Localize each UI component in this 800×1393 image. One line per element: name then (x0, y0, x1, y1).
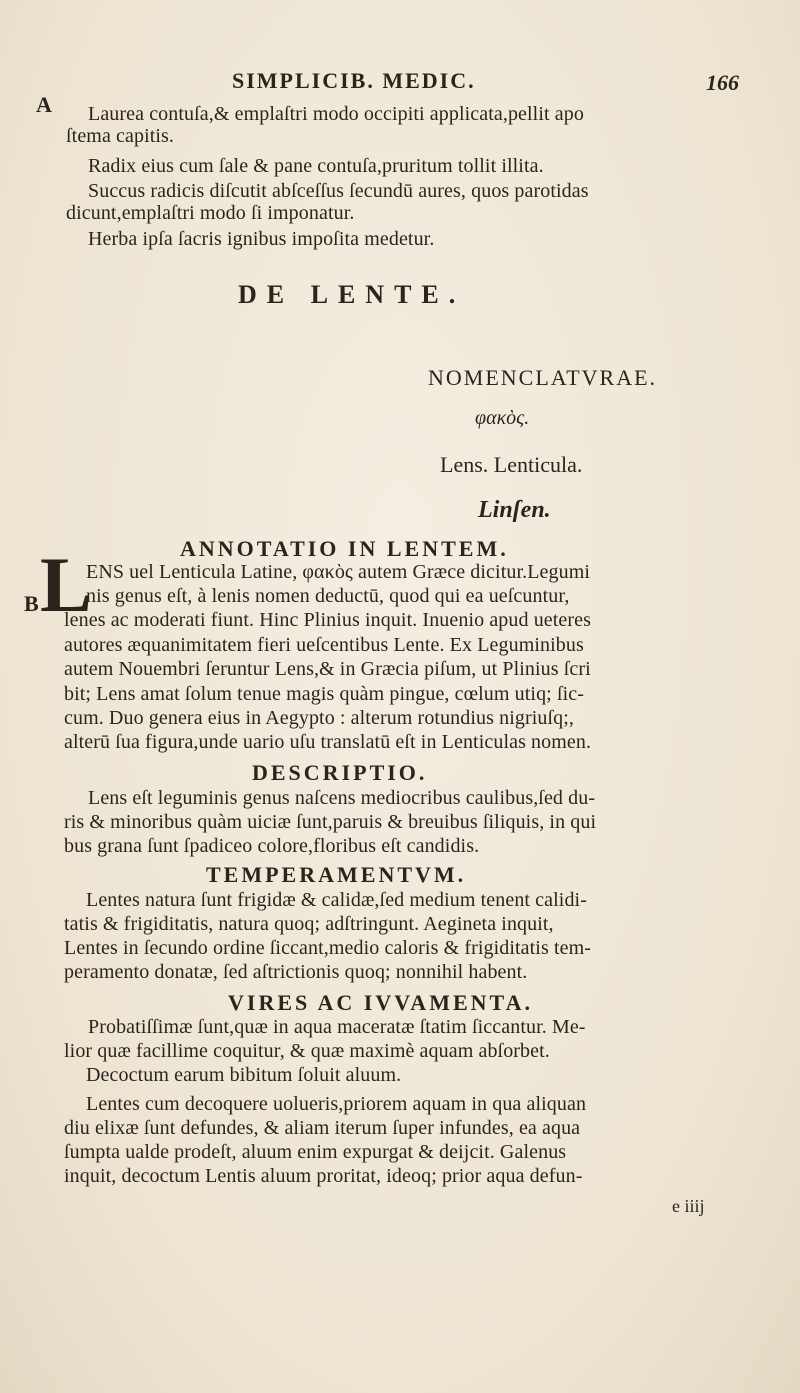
text-line: cum. Duo genera eius in Aegypto : alterum rotundius nigriuſq;, (64, 707, 574, 729)
latin-names: Lens. Lenticula. (440, 452, 583, 477)
text-line: ſtema capitis. (66, 125, 175, 147)
text-line: Lentes in ſecundo ordine ſiccant,medio caloris & frigiditatis tem- (64, 937, 591, 959)
drop-cap: L (40, 541, 93, 628)
text-line: dicunt,emplaſtri modo ſi imponatur. (66, 202, 355, 224)
text-line: ENS uel Lenticula Latine, φακὸς autem Græce dicitur.Legumi (86, 561, 591, 583)
text-line: autem Nouembri ſeruntur Lens,& in Græcia piſum, ut Plinius ſcri (64, 658, 591, 680)
text-line: Probatiſſimæ ſunt,quæ in aqua maceratæ ſtatim ſiccantur. Me- (88, 1016, 586, 1038)
section-title: DE LENTE. (238, 280, 466, 309)
text-line: bus grana ſunt ſpadiceo colore,floribus eſt candidis. (64, 835, 480, 857)
german-name: Linſen. (478, 497, 551, 523)
text-line: ris & minoribus quàm uiciæ ſunt,paruis & breuibus ſiliquis, in qui (64, 811, 597, 833)
text-line: tatis & frigiditatis, natura quoq; adſtringunt. Aegineta inquit, (64, 913, 554, 935)
text-line: Lentes natura ſunt frigidæ & calidæ,ſed medium tenent calidi- (86, 889, 587, 911)
text-line: Lens eſt leguminis genus naſcens mediocribus caulibus,ſed du- (88, 787, 596, 809)
text-line: alterū ſua figura,unde uario uſu translatū eſt in Lenticulas nomen. (64, 731, 592, 753)
annotatio-heading: ANNOTATIO IN LENTEM. (180, 536, 509, 561)
text-line: inquit, decoctum Lentis aluum proritat, ideoq; prior aqua defun- (64, 1165, 583, 1187)
margin-mark-a: A (36, 92, 52, 117)
text-line: ſumpta ualde prodeſt, aluum enim expurgat & deijcit. Galenus (64, 1141, 567, 1163)
signature-mark: e iiij (672, 1196, 705, 1216)
text-line: lior quæ facillime coquitur, & quæ maximè aquam abſorbet. (64, 1040, 550, 1062)
text-line: Decoctum earum bibitum ſoluit aluum. (86, 1064, 402, 1086)
text-line: Succus radicis diſcutit abſceſſus ſecundū aures, quos parotidas (88, 180, 589, 202)
folio-number: 166 (706, 70, 739, 95)
text-line: Herba ipſa ſacris ignibus impoſita medetur. (88, 228, 435, 250)
text-line: Lentes cum decoquere uolueris,priorem aquam in qua aliquan (86, 1093, 587, 1115)
nomenclatura-heading: NOMENCLATVRAE. (428, 365, 658, 390)
text-line: lenes ac moderati fiunt. Hinc Plinius inquit. Inuenio apud ueteres (64, 609, 592, 631)
greek-name: φακὸς. (475, 407, 530, 429)
text-line: peramento donatæ, ſed aſtrictionis quoq; nonnihil habent. (64, 961, 528, 983)
running-head: SIMPLICIB. MEDIC. (232, 68, 476, 93)
margin-mark-b: B (24, 591, 39, 616)
text-line: diu elixæ ſunt defundes, & aliam iterum ſuper infundes, ea aqua (64, 1117, 581, 1139)
text-line: Radix eius cum ſale & pane contuſa,pruritum tollit illita. (88, 155, 544, 177)
vires-heading: VIRES AC IVVAMENTA. (228, 990, 533, 1015)
descriptio-heading: DESCRIPTIO. (252, 760, 428, 785)
text-line: nis genus eſt, à lenis nomen deductū, quod qui ea ueſcuntur, (86, 585, 570, 607)
text-line: Laurea contuſa,& emplaſtri modo occipiti applicata,pellit apo (88, 103, 584, 125)
temperamentum-heading: TEMPERAMENTVM. (206, 862, 467, 887)
text-line: autores æquanimitatem fieri ueſcentibus Lente. Ex Leguminibus (64, 634, 584, 656)
text-line: bit; Lens amat ſolum tenue magis quàm pingue, cœlum utiq; ſic- (64, 683, 584, 705)
